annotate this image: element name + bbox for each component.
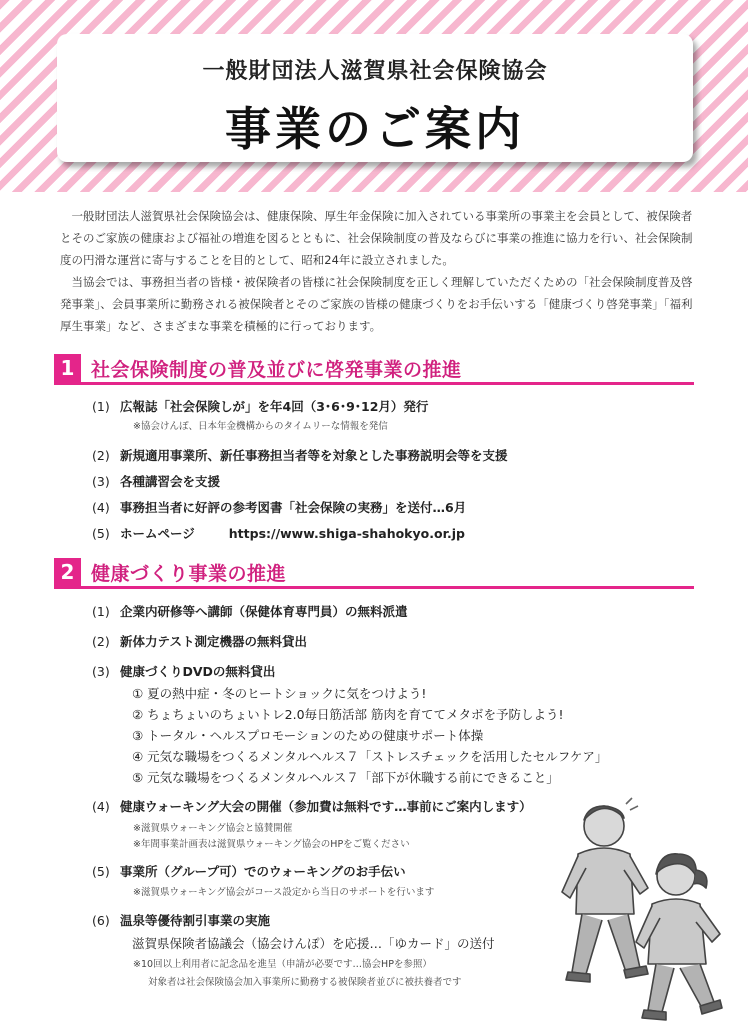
organization-name: 一般財団法人滋賀県社会保険協会 xyxy=(202,59,548,84)
item-text: 健康づくりDVDの無料貸出 xyxy=(120,664,276,679)
list-item xyxy=(92,446,508,464)
title-card xyxy=(57,34,693,162)
list-item xyxy=(92,498,466,516)
item-number: (1) xyxy=(92,604,110,619)
section-rule xyxy=(54,382,694,385)
item-number: (3) xyxy=(92,664,110,679)
item-number: (2) xyxy=(92,634,110,649)
section-2-heading xyxy=(54,558,694,588)
section-title: 健康づくり事業の推進 xyxy=(91,563,287,585)
section-1-heading xyxy=(54,354,694,384)
item-note: ※滋賀県ウォーキング協会と協賛開催 xyxy=(133,823,293,834)
section-number: 2 xyxy=(54,558,81,586)
homepage-url-link[interactable]: https://www.shiga-shahokyo.or.jp xyxy=(228,526,465,541)
item-number: (1) xyxy=(92,399,110,414)
item-number: (5) xyxy=(92,526,110,541)
item-number: (6) xyxy=(92,913,110,928)
section-number: 1 xyxy=(54,354,81,382)
dvd-title: ② ちょちょいのちょいトレ2.0毎日筋活部 筋肉を育ててメタボを予防しよう! xyxy=(132,707,564,722)
item-text: 温泉等優待割引事業の実施 xyxy=(120,913,271,928)
item-note: ※協会けんぽ、日本年金機構からのタイムリーな情報を発信 xyxy=(133,421,388,432)
item-note: ※10回以上利用者に記念品を進呈（申請が必要です…協会HPを参照） xyxy=(133,959,432,970)
dvd-title: ③ トータル・ヘルスプロモーションのための健康サポート体操 xyxy=(132,728,484,743)
list-item xyxy=(92,397,428,415)
item-text: 各種講習会を支援 xyxy=(120,474,221,489)
dvd-title: ⑤ 元気な職場をつくるメンタルヘルス７「部下が休職する前にできること」 xyxy=(132,770,559,785)
item-text: 広報誌「社会保険しが」を年4回（3･6･9･12月）発行 xyxy=(120,399,429,414)
item-text: 新規適用事業所、新任事務担当者等を対象とした事務説明会等を支援 xyxy=(120,448,508,463)
item-number: (4) xyxy=(92,799,110,814)
list-item xyxy=(92,797,532,815)
page-title: 事業のご案内 xyxy=(225,102,525,156)
list-item xyxy=(92,602,408,620)
list-item xyxy=(92,524,465,542)
list-item xyxy=(92,662,275,680)
item-number: (2) xyxy=(92,448,110,463)
item-note: ※年間事業計画表は滋賀県ウォーキング協会のHPをご覧ください xyxy=(133,839,410,850)
man-figure-icon xyxy=(562,798,648,982)
list-item xyxy=(92,862,406,880)
item-text: ホームページ xyxy=(120,526,195,541)
section-rule xyxy=(54,586,694,589)
item-subtext: 滋賀県保険者協議会（協会けんぽ）を応援…「ゆカード」の送付 xyxy=(132,936,495,951)
list-item xyxy=(92,632,307,650)
item-text: 企業内研修等へ講師（保健体育専門員）の無料派遣 xyxy=(120,604,408,619)
intro-paragraph: 当協会では、事務担当者の皆様・被保険者の皆様に社会保険制度を正しく理解していただくための「社会保険制度普及啓発事業」、会員事業所に勤務される被保険者とそのご家族の皆様の健康づくりをお手伝いする「健康づくり啓発事業」「福利厚生事業」など、さまざまな事業を積極的に行っております。 xyxy=(60,275,693,333)
item-note: ※滋賀県ウォーキング協会がコース設定から当日のサポートを行います xyxy=(133,887,435,898)
list-item xyxy=(92,911,270,929)
item-text: 健康ウォーキング大会の開催（参加費は無料です…事前にご案内します） xyxy=(120,799,532,814)
dvd-title: ④ 元気な職場をつくるメンタルヘルス７「ストレスチェックを活用したセルフケア」 xyxy=(132,749,608,764)
item-text: 新体力テスト測定機器の無料貸出 xyxy=(120,634,308,649)
item-number: (5) xyxy=(92,864,110,879)
intro-text xyxy=(60,205,700,337)
item-note: 対象者は社会保険協会加入事業所に勤務する被保険者並びに被扶養者です xyxy=(148,977,462,988)
woman-figure-icon xyxy=(636,854,722,1020)
intro-paragraph: 一般財団法人滋賀県社会保険協会は、健康保険、厚生年金保険に加入されている事業所の事業主を会員として、被保険者とそのご家族の健康および福祉の増進を図るとともに、社会保険制度の普及ならびに事業の推進に協力を行い、社会保険制度の円滑な運営に寄与することを目的として、昭和24年に設立されました。 xyxy=(60,209,693,267)
item-text: 事業所（グループ可）でのウォーキングのお手伝い xyxy=(120,864,406,879)
dvd-title: ① 夏の熱中症・冬のヒートショックに気をつけよう! xyxy=(132,686,427,701)
walking-people-illustration xyxy=(556,796,748,1024)
item-number: (4) xyxy=(92,500,110,515)
item-number: (3) xyxy=(92,474,110,489)
list-item xyxy=(92,472,220,490)
item-text: 事務担当者に好評の参考図書「社会保険の実務」を送付…6月 xyxy=(120,500,467,515)
section-title: 社会保険制度の普及並びに啓発事業の推進 xyxy=(91,359,462,381)
